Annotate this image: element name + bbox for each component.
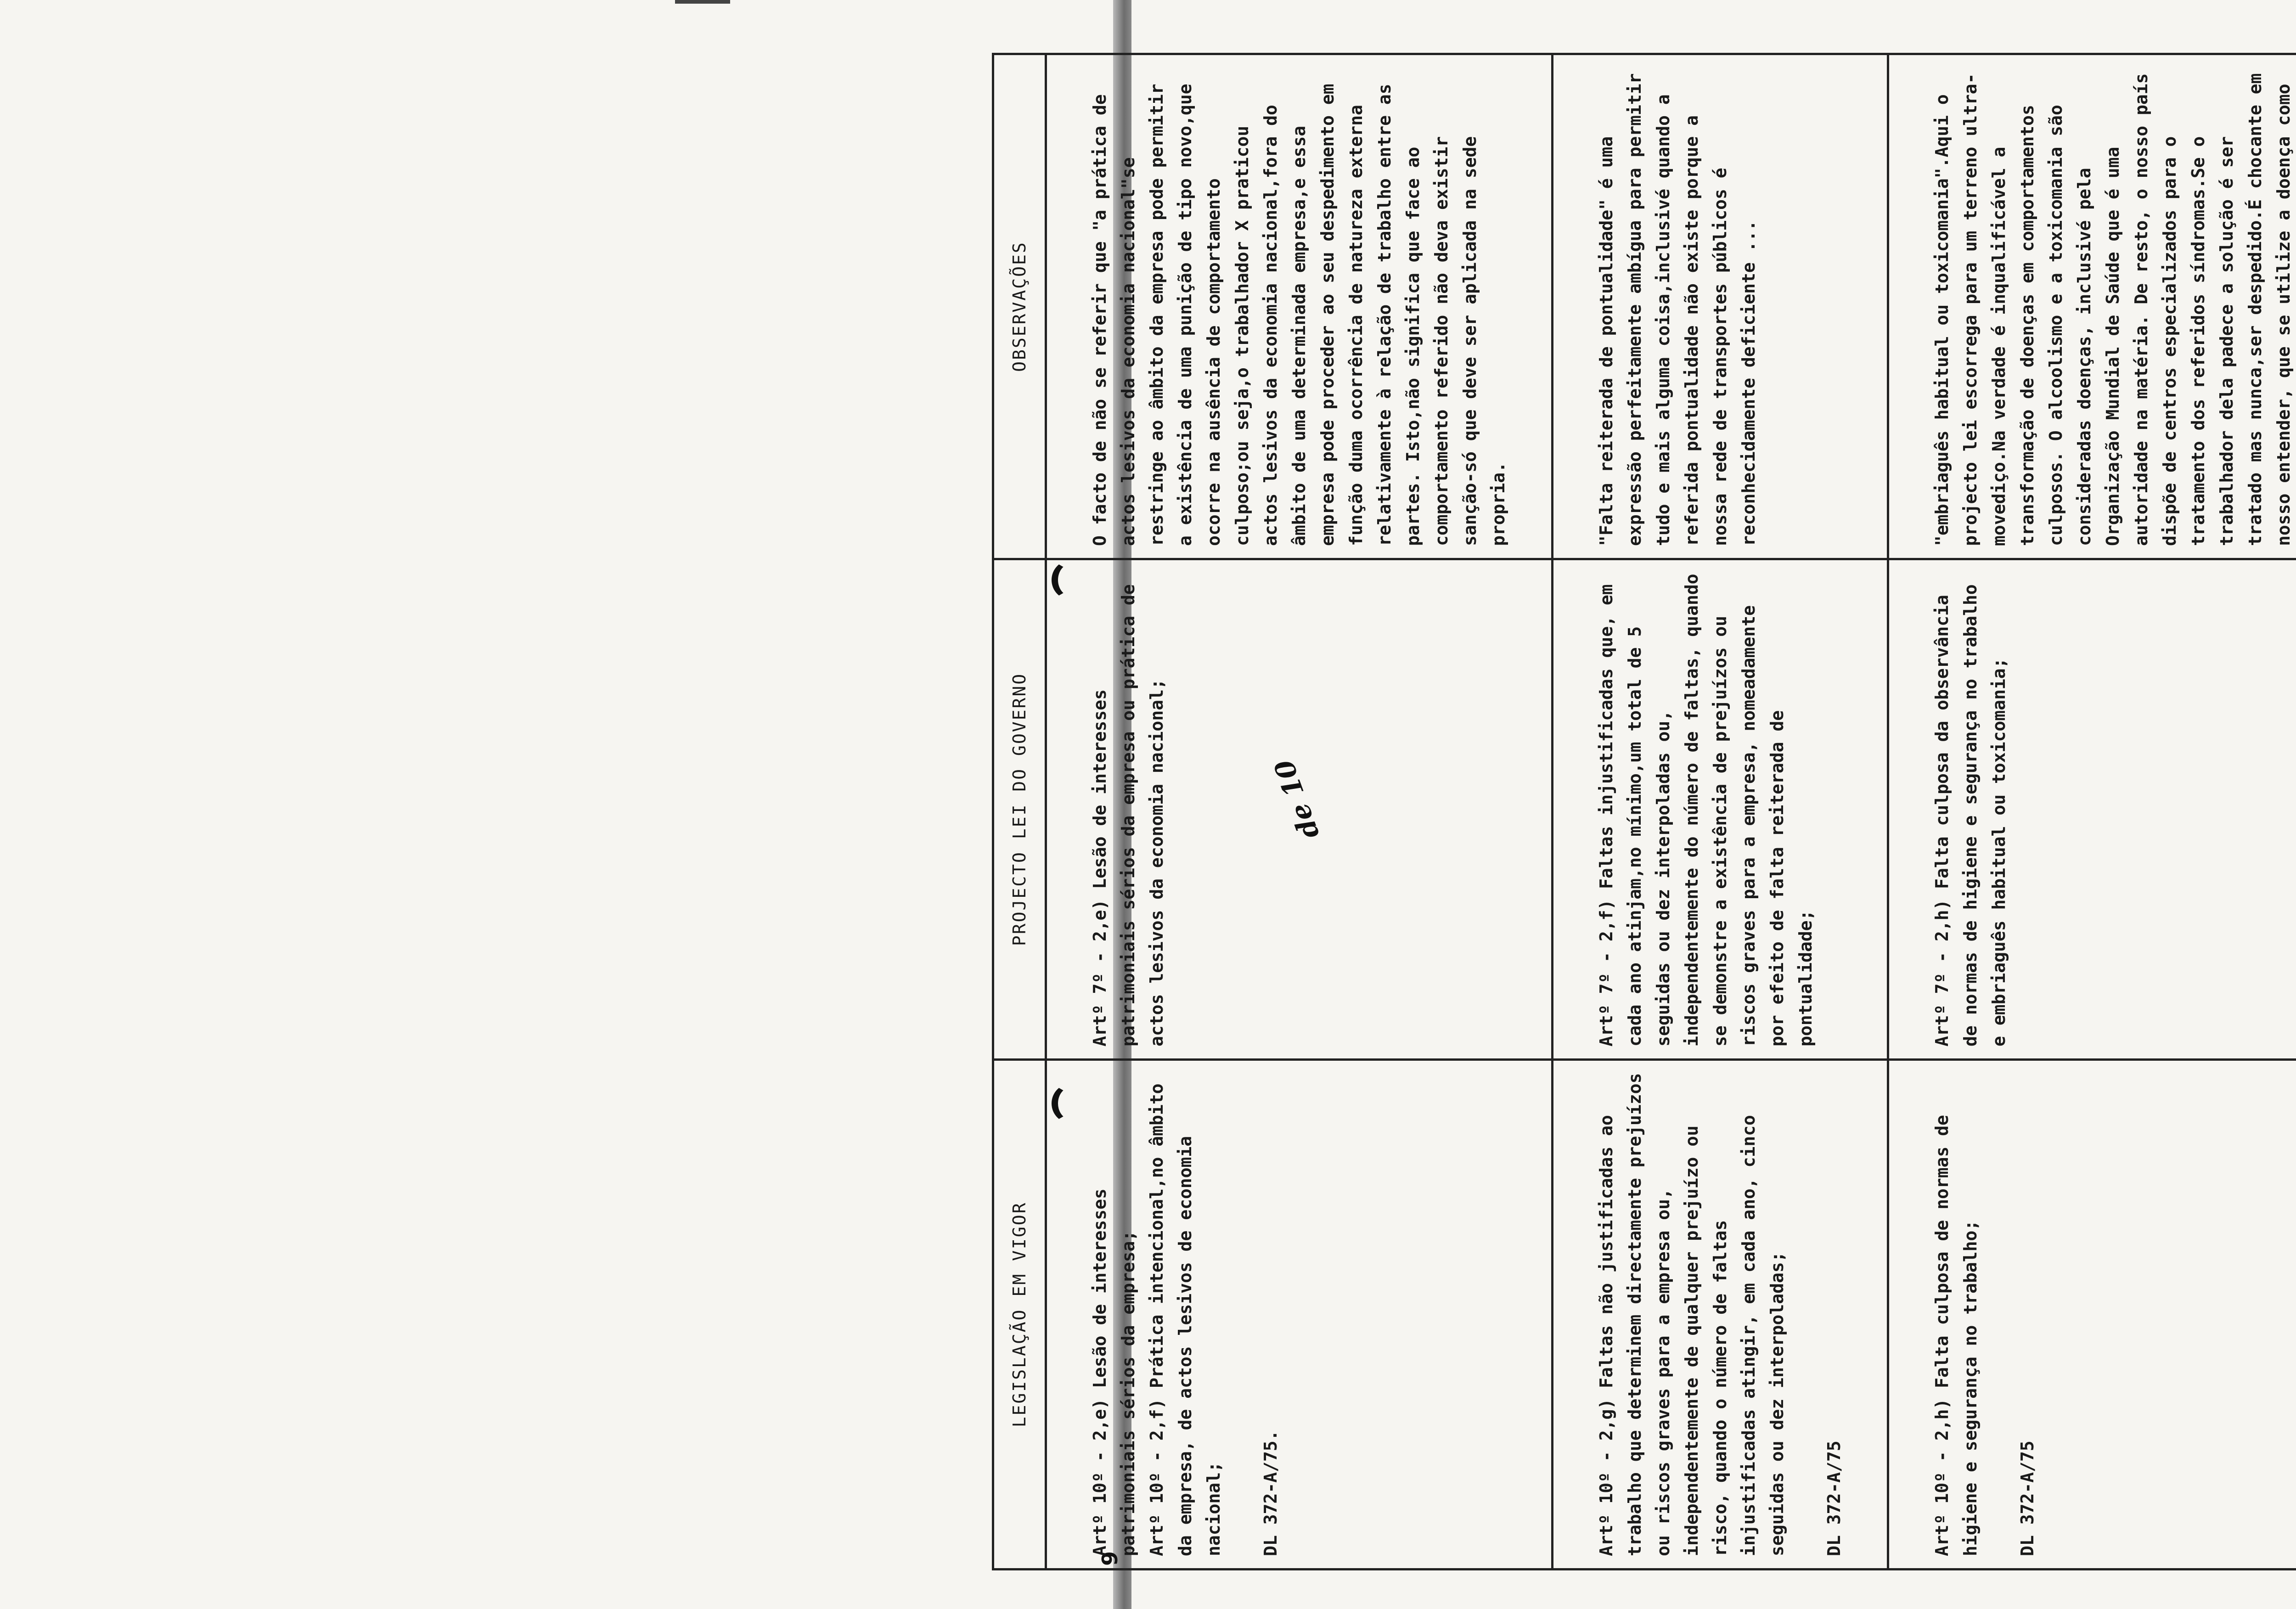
observacoes-text: "Falta reiterada de pontualidade" é uma expressão perfeitamente ambígua para permitir tudo e mais alguma coisa,inclusivé quando a referida pontualidade não existe porque a nossa rede de transportes públicos é reconhecidamente deficiente ... [1596,73,1759,546]
page-number: 9 [1097,1551,1122,1566]
legislacao-ref: DL 372-A/75 [1824,1440,1844,1556]
projecto-text: Artº 7º - 2,e) Lesão de interesses patrimoniais sérios da empresa ou prática de actos lesivos da economia nacional; [1090,584,1167,1046]
handwritten-note: de 10 [1268,755,1326,844]
cell-legislacao [1046,1060,1553,1570]
cell-projecto [1553,559,1888,1060]
legislacao-text: Artº 10º - 2,g) Faltas não justificadas ao trabalho que determinem directamente prejuízos ou riscos graves para a empresa ou, independentemente de qualquer prejuízo ou risco, quando o número de faltas injustificadas atingir, em cada ano, cinco seguidas ou dez interpoladas; [1596,1073,1787,1556]
scan-top-mark [675,0,730,4]
header-row [993,54,1046,1570]
observacoes-text: O facto de não se referir que "a prática de actos lesivos da economia nacional"se restringe ao âmbito da empresa pode permitir a existência de uma punição de tipo novo,que ocorre na ausência de comportamento culposo;ou seja,o trabalhador X praticou actos lesivos da economia nacional,fora do âmbito de uma determinada empresa,e essa empresa pode proceder ao seu despedimento em função duma ocorrência de natureza externa relativamente à relação de trabalho entre as partes. Isto,não significa que face ao comportamento referido não deva existir sanção-só que deve ser aplicada na sede propria. [1090,84,1508,546]
legislacao-ref: DL 372-A/75 [2017,1440,2037,1556]
table-row [1553,54,1888,1570]
cell-observacoes [1553,54,1888,559]
legislacao-ref: DL 372-A/75. [1261,1430,1281,1556]
legislacao-text: Artº 10º - 2,h) Falta culposa de normas de higiene e segurança no trabalho; [1932,1115,1981,1556]
projecto-text: Artº 7º - 2,f) Faltas injustificadas que, em cada ano atinjam,no mínimo,um total de 5 seguidas ou dez interpoladas ou, independentemente do número de faltas, quando se demonstre a existência de prejuízos ou riscos graves para a empresa, nomeadamente por efeito de falta reiterada de pontualidade; [1596,574,1816,1046]
projecto-text: Artº 7º - 2,h) Falta culposa da observância de normas de higiene e segurança no trabalho e embriaguês habitual ou toxicomania; [1932,584,2009,1046]
table-row [1888,54,2296,1570]
cell-observacoes [1888,54,2296,559]
cell-projecto [1888,559,2296,1060]
cell-observacoes [1046,54,1553,559]
comparison-table [992,53,2296,1570]
rotated-document [992,55,2294,1570]
header-legislacao: LEGISLAÇÃO EM VIGOR [993,1060,1046,1570]
legislacao-text: Artº 10º - 2,e) Lesão de interesses patrimoniais sérios da empresa; Artº 10º - 2,f) Prática intencional,no âmbito da empresa, de actos lesivos de economia nacional; [1090,1083,1224,1556]
header-projecto: PROJECTO LEI DO GOVERNO [993,559,1046,1060]
cell-legislacao [1553,1060,1888,1570]
header-observacoes: OBSERVAÇÕES [993,54,1046,559]
observacoes-text: "embriaguês habitual ou toxicomania".Aqui o projecto lei escorrega para um terreno ultra-movediço.Na verdade é inqualificável a transformação de doenças em comportamentos culposos. O alcoolismo e a toxicomania são consideradas doenças, inclusivé pela Organização Mundial de Saúde que é uma autoridade na matéria. De resto, o nosso país dispõe de centros especializados para o tratamento dos referidos síndromas.Se o trabalhador dela padece a solução é ser tratado mas nunca,ser despedido.É chocante em nosso entender, que se utilize a doença como [1932,73,2294,546]
cell-legislacao [1888,1060,2296,1570]
